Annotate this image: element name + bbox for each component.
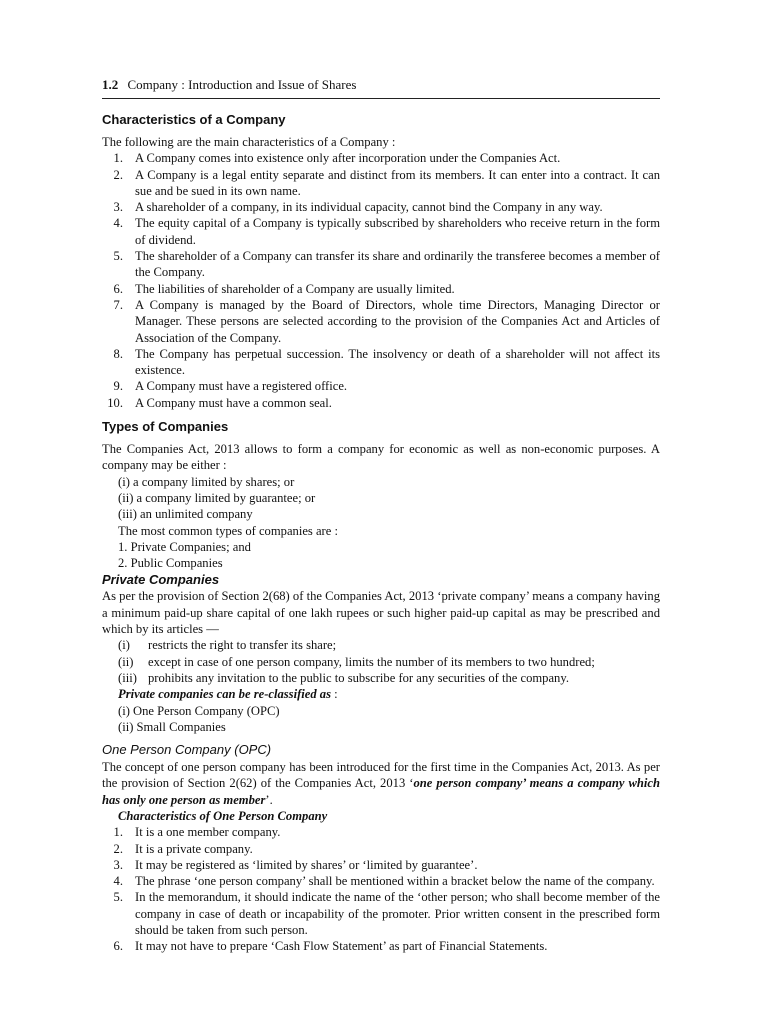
opc-characteristics-list bbox=[102, 824, 660, 954]
types-intro: The Companies Act, 2013 allows to form a company for economic as well as non-economic purposes. A company may be either : bbox=[102, 442, 660, 473]
list-item-number: 1. bbox=[113, 825, 123, 840]
characteristics-list bbox=[102, 150, 660, 411]
running-header bbox=[102, 77, 660, 99]
reclassification-label: Private companies can be re-classified as bbox=[118, 687, 332, 702]
list-item: (i) a company limited by shares; or bbox=[118, 474, 295, 489]
list-item-text: The liabilities of shareholder of a Company are usually limited. bbox=[135, 281, 455, 296]
private-clauses-list bbox=[102, 637, 660, 686]
list-item-text: It is a one member company. bbox=[135, 825, 281, 840]
running-header-title: Company : Introduction and Issue of Shares bbox=[127, 77, 357, 92]
list-item-number: 6. bbox=[113, 281, 123, 296]
company-kinds-list bbox=[102, 474, 660, 572]
list-item bbox=[102, 297, 660, 346]
list-item bbox=[102, 167, 660, 200]
list-item-number: 2. bbox=[113, 167, 123, 182]
list-item-text: The shareholder of a Company can transfer its share and ordinarily the transferee becomes a member of the Company. bbox=[135, 249, 660, 280]
list-item-text: A Company is managed by the Board of Directors, whole time Directors, Managing Director or Manager. These persons are selected according to the provision of the Companies Act and Articles of Association of the Company. bbox=[135, 297, 660, 345]
list-item-text: A Company comes into existence only after incorporation under the Companies Act. bbox=[135, 151, 561, 166]
list-item bbox=[102, 873, 660, 889]
list-item-number: 3. bbox=[113, 857, 123, 872]
section-heading-types: Types of Companies bbox=[102, 419, 229, 435]
list-item-number: 3. bbox=[113, 200, 123, 215]
list-item bbox=[118, 670, 660, 686]
list-item: 2. Public Companies bbox=[118, 556, 223, 571]
list-item-text: The phrase ‘one person company’ shall be mentioned within a bracket below the name of the company. bbox=[135, 874, 655, 889]
opc-intro: The concept of one person company has been introduced for the first time in the Companies Act, 2013. As per the provision of Section 2(62) of the Companies Act, 2013 ‘one person company’ means a company which has only one person as member’. bbox=[102, 760, 660, 807]
opc-definition: one person company’ means a company which has only one person as member bbox=[102, 776, 660, 807]
list-item: 1. Private Companies; and bbox=[118, 539, 251, 554]
reclassification-block bbox=[102, 686, 660, 735]
list-item: (iii) an unlimited company bbox=[118, 507, 253, 522]
list-item-number: (ii) bbox=[118, 654, 134, 669]
common-types-intro: The most common types of companies are : bbox=[118, 523, 338, 538]
list-item-number: 9. bbox=[113, 379, 123, 394]
list-item bbox=[102, 889, 660, 938]
main-content bbox=[102, 110, 660, 955]
list-item-number: 1. bbox=[113, 151, 123, 166]
list-item-text: It may be registered as ‘limited by shares’ or ‘limited by guarantee’. bbox=[135, 857, 478, 872]
section-heading-characteristics: Characteristics of a Company bbox=[102, 112, 286, 127]
list-item-number: 6. bbox=[113, 939, 123, 954]
list-item bbox=[102, 841, 660, 857]
private-intro: As per the provision of Section 2(68) of the Companies Act, 2013 ‘private company’ means a company having a minimum paid-up share capital of one lakh rupees or such higher paid-up capital as may be prescribed and which by its articles — bbox=[102, 589, 660, 637]
subsection-heading-opc: One Person Company (OPC) bbox=[102, 742, 272, 758]
list-item-number: 5. bbox=[113, 890, 123, 905]
list-item-number: 2. bbox=[113, 841, 123, 856]
list-item-number: 7. bbox=[113, 297, 123, 312]
list-item bbox=[102, 346, 660, 379]
list-item-text: The equity capital of a Company is typically subscribed by shareholders who receive return in the form of dividend. bbox=[135, 216, 660, 247]
list-item bbox=[118, 654, 660, 670]
list-item bbox=[102, 199, 660, 215]
list-item-text: restricts the right to transfer its share; bbox=[148, 638, 337, 653]
list-item bbox=[102, 857, 660, 873]
list-item-number: 4. bbox=[113, 216, 123, 231]
characteristics-intro: The following are the main characteristics of a Company : bbox=[102, 135, 396, 149]
list-item-number: (i) bbox=[118, 638, 130, 653]
page-section-number: 1.2 bbox=[102, 77, 119, 92]
list-item bbox=[118, 637, 660, 653]
list-item bbox=[102, 281, 660, 297]
list-item bbox=[102, 150, 660, 166]
list-item bbox=[102, 248, 660, 281]
list-item bbox=[102, 378, 660, 394]
list-item-text: A Company must have a registered office. bbox=[135, 379, 348, 394]
reclassification-line: Private companies can be re-classified as : bbox=[118, 687, 338, 702]
list-item-text: It is a private company. bbox=[135, 841, 253, 856]
list-item-number: 5. bbox=[113, 249, 123, 264]
list-item: (ii) a company limited by guarantee; or bbox=[118, 490, 316, 505]
list-item-number: 4. bbox=[113, 874, 123, 889]
list-item-text: prohibits any invitation to the public to subscribe for any securities of the company. bbox=[148, 670, 569, 685]
list-item: (ii) Small Companies bbox=[118, 719, 226, 734]
list-item-text: The Company has perpetual succession. The insolvency or death of a shareholder will not affect its existence. bbox=[135, 346, 660, 378]
list-item: (i) One Person Company (OPC) bbox=[118, 703, 280, 718]
list-item-text: A Company must have a common seal. bbox=[135, 395, 332, 410]
opc-characteristics-heading: Characteristics of One Person Company bbox=[118, 808, 328, 823]
list-item bbox=[102, 824, 660, 840]
list-item-text: except in case of one person company, limits the number of its members to two hundred; bbox=[148, 654, 595, 669]
list-item-text: A Company is a legal entity separate and distinct from its members. It can enter into a contract. It can sue and be sued in its own name. bbox=[135, 167, 660, 198]
list-item-number: 10. bbox=[107, 395, 123, 410]
list-item bbox=[102, 215, 660, 248]
list-item-text: In the memorandum, it should indicate the name of the ‘other person; who shall become member of the company in case of death or incapability of the promoter. Prior written consent in the prescribed form should be taken from such person. bbox=[135, 890, 660, 938]
subsection-heading-private: Private Companies bbox=[102, 572, 220, 588]
list-item-number: 8. bbox=[113, 346, 123, 361]
list-item-text: A shareholder of a company, in its individual capacity, cannot bind the Company in any way. bbox=[135, 200, 603, 215]
list-item bbox=[102, 395, 660, 411]
list-item-number: (iii) bbox=[118, 670, 137, 685]
list-item bbox=[102, 938, 660, 954]
list-item-text: It may not have to prepare ‘Cash Flow Statement’ as part of Financial Statements. bbox=[135, 939, 548, 954]
